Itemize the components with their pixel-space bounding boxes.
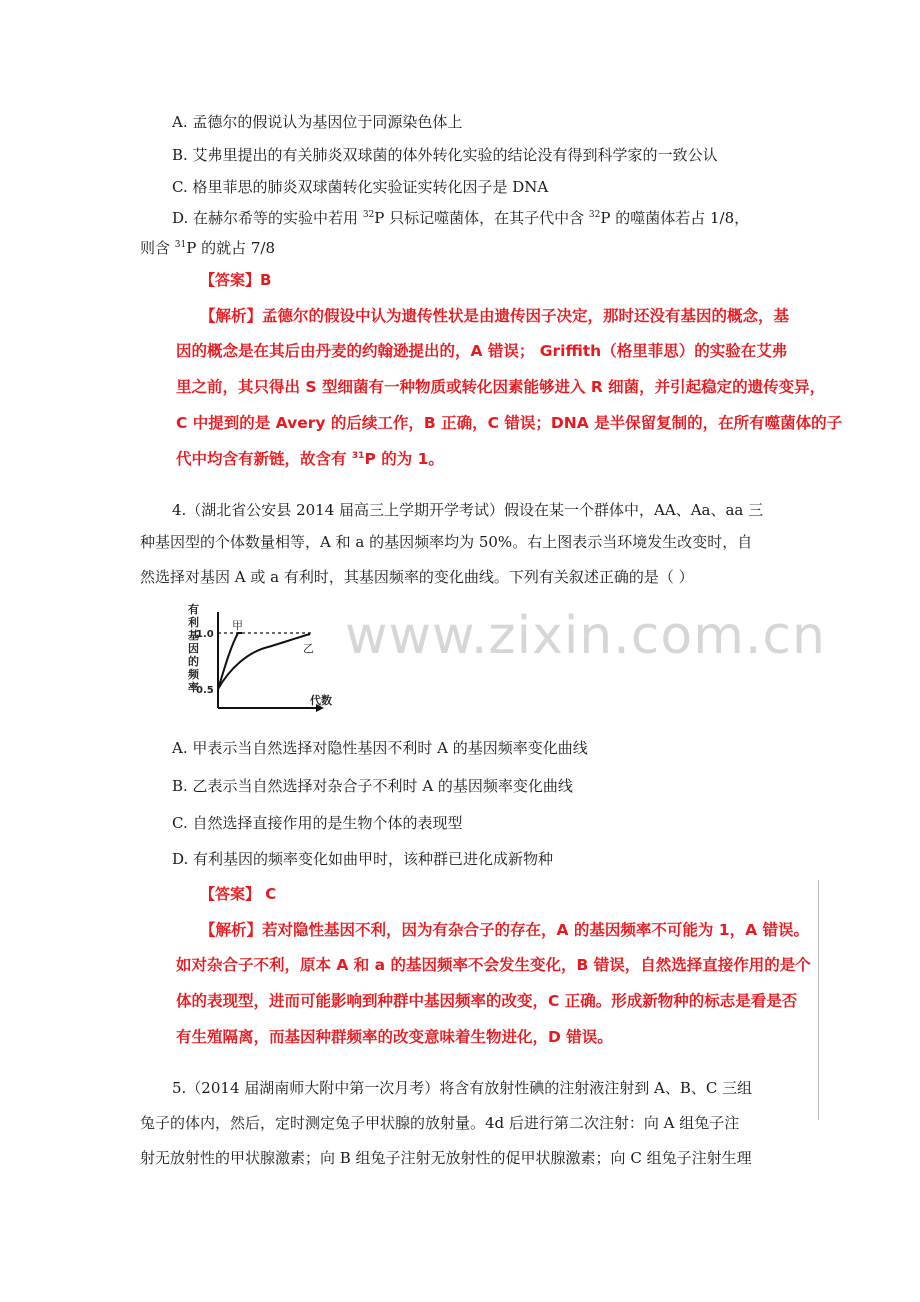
- chart-tick-0-5: 0.5: [196, 685, 214, 696]
- chart-ylabel: 有 利 基 因 的 频 率: [188, 603, 199, 694]
- q5-stem-line3: 射无放射性的甲状腺激素；向 B 组兔子注射无放射性的促甲状腺激素；向 C 组兔子注射生理: [140, 1149, 752, 1167]
- q3-analysis-line3: 里之前，其只得出 S 型细菌有一种物质或转化因素能够进入 R 细菌，并引起稳定的遗传变异，: [176, 378, 826, 396]
- q5-stem-line1: 5.（2014 届湖南师大附中第一次月考）将含有放射性碘的注射液注射到 A、B、C 三组: [172, 1079, 753, 1097]
- q3-analysis-line1: 【解析】孟德尔的假设中认为遗传性状是由遗传因子决定，那时还没有基因的概念，基: [200, 307, 790, 325]
- q4-option-b: B. 乙表示当自然选择对杂合子不利时 A 的基因频率变化曲线: [172, 777, 573, 795]
- q3-option-d-line1: D. 在赫尔希等的实验中若用 $^{32}$P 只标记噬菌体，在其子代中含 $^{32}$P 的噬菌体若占 1/8，: [172, 209, 750, 227]
- q4-option-a: A. 甲表示当自然选择对隐性基因不利时 A 的基因频率变化曲线: [172, 739, 588, 757]
- q3-option-b: B. 艾弗里提出的有关肺炎双球菌的体外转化实验的结论没有得到科学家的一致公认: [172, 146, 718, 164]
- chart-tick-1-0: 1.0: [196, 629, 214, 640]
- q3-analysis-line4: C 中提到的是 Avery 的后续工作，B 正确，C 错误；DNA 是半保留复制的，在所有噬菌体的子: [176, 414, 843, 432]
- q3-option-c: C. 格里菲思的肺炎双球菌转化实验证实转化因子是 DNA: [172, 178, 549, 196]
- q4-option-d: D. 有利基因的频率变化如曲甲时，该种群已进化成新物种: [172, 850, 554, 868]
- q4-analysis-line2: 如对杂合子不利，原本 A 和 a 的基因频率不会发生变化，B 错误，自然选择直接作用的是个: [176, 956, 811, 974]
- curve-jia-label: 甲: [232, 619, 243, 632]
- curve-yi-label: 乙: [303, 642, 314, 655]
- chart-xlabel: 代数: [310, 694, 332, 707]
- q3-answer: 【答案】B: [200, 271, 272, 289]
- q4-stem-line2: 种基因型的个体数量相等，A 和 a 的基因频率均为 50%。右上图表示当环境发生改变时，自: [140, 533, 753, 551]
- q3-analysis-line5: 代中均含有新链，故含有 $^{31}$P 的为 1。: [176, 450, 444, 468]
- curve-yi: [218, 634, 310, 689]
- margin-line: [818, 880, 819, 1120]
- watermark: www.zixin.com.cn: [345, 606, 826, 666]
- q4-analysis-line3: 体的表现型，进而可能影响到种群中基因频率的改变，C 正确。形成新物种的标志是看是否: [176, 992, 798, 1010]
- q5-stem-line2: 兔子的体内，然后，定时测定兔子甲状腺的放射量。4d 后进行第二次注射：向 A 组兔子注: [140, 1114, 740, 1132]
- q4-stem-line3: 然选择对基因 A 或 a 有利时，其基因频率的变化曲线。下列有关叙述正确的是（ ）: [140, 568, 694, 586]
- q3-option-d-line2: 则含 $^{31}$P 的就占 7/8: [140, 239, 276, 257]
- q3-option-a: A. 孟德尔的假说认为基因位于同源染色体上: [172, 113, 463, 131]
- q4-analysis-line4: 有生殖隔离，而基因种群频率的改变意味着生物进化，D 错误。: [176, 1028, 613, 1046]
- q4-answer: 【答案】 C: [200, 885, 277, 903]
- q4-analysis-line1: 【解析】若对隐性基因不利，因为有杂合子的存在，A 的基因频率不可能为 1，A 错误。: [200, 921, 809, 939]
- q3-analysis-line2: 因的概念是在其后由丹麦的约翰逊提出的，A 错误； Griffith（格里菲思）的实验在艾弗: [176, 342, 788, 360]
- q4-option-c: C. 自然选择直接作用的是生物个体的表现型: [172, 814, 463, 832]
- curve-jia: [218, 633, 242, 689]
- q4-stem-line1: 4.（湖北省公安县 2014 届高三上学期开学考试）假设在某一个群体中，AA、Aa、aa 三: [172, 501, 764, 519]
- q4-gene-frequency-chart: [178, 600, 348, 718]
